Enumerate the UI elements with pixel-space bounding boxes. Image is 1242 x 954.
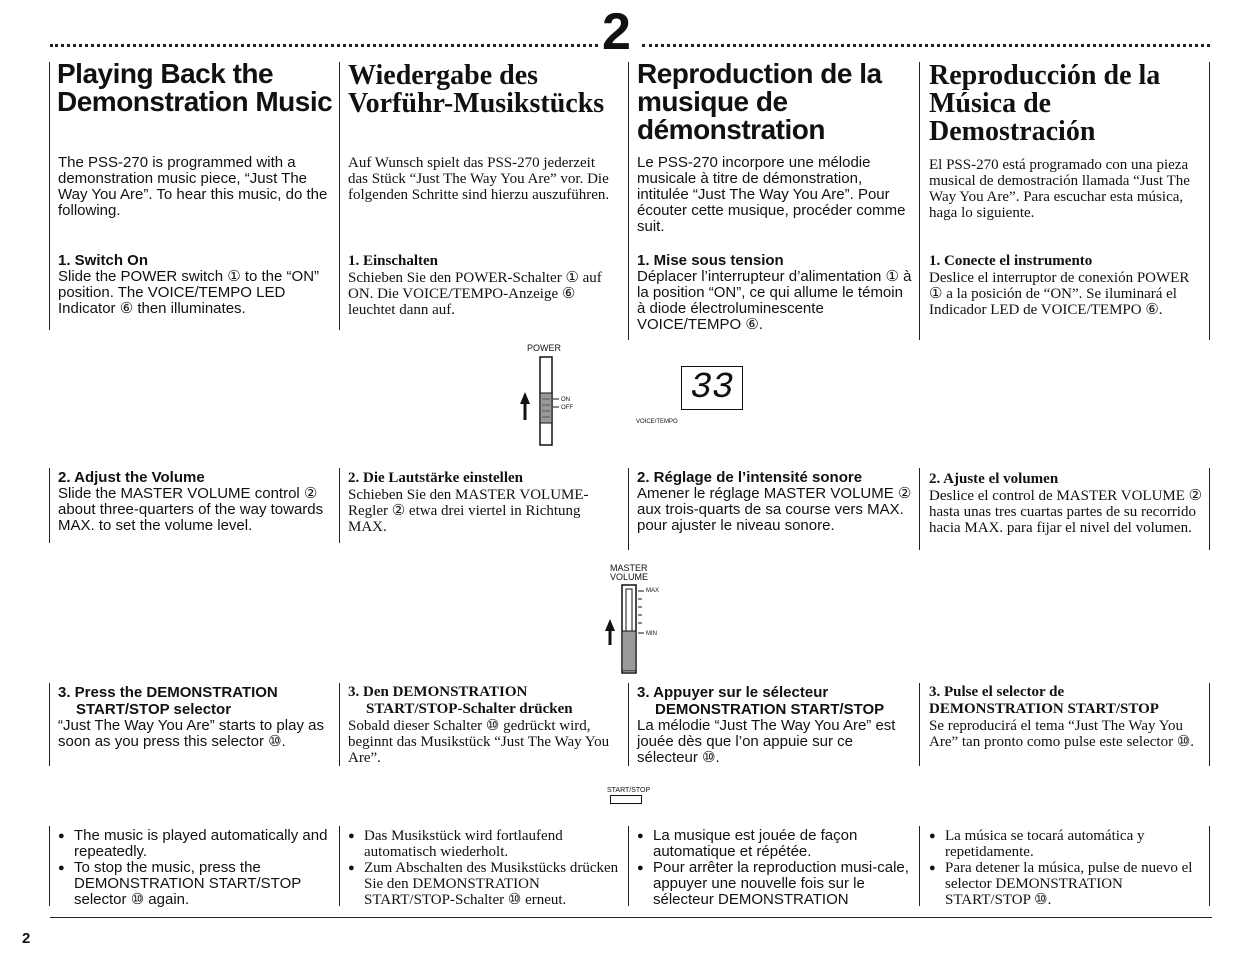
step3-title: 3. Den DEMONSTRATION [348, 684, 528, 700]
step3-title-cont: START/STOP selector [76, 701, 232, 718]
step1-text: Déplacer l’interrupteur d’alimentation ① à la position “ON”, ce qui allume le témoin à diode électroluminescente VOICE/TEMPO ⑥. [637, 268, 912, 333]
step2-title: 2. Ajuste el volumen [929, 471, 1059, 487]
column-rule [49, 468, 50, 543]
power-label: POWER [527, 343, 562, 353]
header-dotted-rule-left [50, 44, 598, 47]
step2-text: Deslice el control de MASTER VOLUME ② hasta unas tres cuartas partes de su recorrido hacia MAX. para fijar el nivel del volumen. [929, 488, 1203, 536]
step2-text: Slide the MASTER VOLUME control ② about three-quarters of the way towards MAX. to set the volume level. [58, 485, 324, 534]
column-rule [628, 683, 629, 766]
column-rule [339, 826, 340, 906]
step1-title: 1. Einschalten [348, 253, 439, 269]
step1-text: Schieben Sie den POWER-Schalter ① auf ON. Die VOICE/TEMPO-Anzeige ⑥ leuchtet dann auf. [348, 270, 602, 318]
step2-title: 2. Réglage de l’intensité sonore [637, 469, 863, 486]
column-rule [1209, 62, 1210, 340]
column-rule [628, 826, 629, 906]
note-item: ● Das Musikstück wird fortlaufend automatisch wiederholt. [348, 828, 620, 860]
page-section-numeral: 2 [602, 3, 631, 61]
header-dotted-rule-right [642, 44, 1210, 47]
footer-rule [50, 917, 1212, 918]
note-item: ● To stop the music, press the DEMONSTRATION START/STOP selector ⑩ again. [58, 860, 333, 908]
notes-english [58, 828, 333, 908]
notes-spanish [929, 828, 1201, 908]
step1-title: 1. Mise sous tension [637, 252, 784, 269]
step2-text: Schieben Sie den MASTER VOLUME-Regler ② etwa drei viertel in Richtung MAX. [348, 487, 589, 535]
start-stop-button-illustration [610, 795, 642, 804]
voice-tempo-label: VOICE/TEMPO [636, 419, 678, 425]
step1-title: 1. Conecte el instrumento [929, 253, 1093, 269]
step3-title-cont: START/STOP-Schalter drücken [366, 701, 573, 717]
column-rule [919, 826, 920, 906]
note-item: ● Pour arrêter la reproduction musi-cale, appuyer une nouvelle fois sur le sélecteur DEMONSTRATION [637, 860, 914, 908]
intro-german: Auf Wunsch spielt das PSS-270 jederzeit das Stück “Just The Way You Are” vor. Die folgenden Schritte sind hierzu auszuführen. [348, 155, 610, 203]
volume-label: VOLUME [610, 572, 649, 582]
led-display: 33 [681, 366, 743, 410]
note-item: ● Zum Abschalten des Musikstücks drücken Sie den DEMONSTRATION START/STOP-Schalter ⑩ erneut. [348, 860, 620, 908]
step2-title: 2. Adjust the Volume [58, 469, 205, 486]
step2-english [58, 469, 336, 534]
master-volume-illustration [602, 583, 672, 678]
column-rule [628, 468, 629, 550]
column-rule [49, 826, 50, 906]
column-rule [1209, 826, 1210, 906]
min-label: MIN [646, 631, 657, 637]
notes-french [637, 828, 914, 908]
column-rule [339, 683, 340, 766]
title-french: Reproduction de la musique de démonstration [637, 58, 882, 145]
step3-spanish [929, 684, 1204, 750]
column-rule [1209, 683, 1210, 766]
max-label: MAX [646, 588, 660, 594]
notes-german [348, 828, 620, 908]
step2-french [637, 469, 914, 534]
step1-german [348, 253, 616, 318]
step2-german [348, 470, 616, 535]
note-item: ● The music is played automatically and repeatedly. [58, 828, 333, 860]
start-stop-label: START/STOP [607, 787, 651, 794]
step3-title: 3. Press the DEMONSTRATION [58, 684, 278, 701]
title-spanish: Reproducción de la Música de Demostración [929, 60, 1161, 147]
step1-spanish [929, 253, 1201, 318]
intro-spanish: El PSS-270 está programado con una pieza musical de demostración llamada “Just The Way You Are”. Para escuchar esta música, haga lo siguiente. [929, 157, 1190, 221]
title-english: Playing Back the Demonstration Music [57, 58, 333, 117]
step3-title: 3. Appuyer sur le sélecteur [637, 684, 829, 701]
step2-spanish [929, 471, 1204, 536]
step2-text: Amener le réglage MASTER VOLUME ② aux trois-quarts de sa course vers MAX. pour ajuster le niveau sonore. [637, 485, 912, 534]
column-rule [919, 468, 920, 550]
page-number: 2 [22, 930, 31, 947]
column-rule [919, 683, 920, 766]
note-item: ● La música se tocará automática y repetidamente. [929, 828, 1201, 860]
column-rule [339, 62, 340, 330]
column-rule [49, 683, 50, 766]
step2-title: 2. Die Lautstärke einstellen [348, 470, 523, 486]
step3-french [637, 684, 914, 766]
on-label: ON [561, 397, 570, 403]
off-label: OFF [561, 405, 573, 411]
master-label: MASTER [610, 563, 648, 573]
step3-text: Sobald dieser Schalter ⑩ gedrückt wird, beginnt das Musikstück “Just The Way You Are”. [348, 718, 610, 766]
step3-title-cont: DEMONSTRATION START/STOP [655, 701, 885, 718]
column-rule [1209, 468, 1210, 550]
power-switch-illustration [515, 355, 585, 450]
column-rule [919, 62, 920, 340]
intro-french: Le PSS-270 incorpore une mélodie musicale à titre de démonstration, intitulée “Just The Way You Are”. Pour écouter cette musique, procéder comme suit. [637, 154, 906, 235]
step3-german [348, 684, 616, 766]
note-item: ● Para detener la música, pulse de nuevo el selector DEMONSTRATION START/STOP ⑩. [929, 860, 1201, 908]
step3-text: La mélodie “Just The Way You Are” est jouée dès que l’on appuie sur ce sélecteur ⑩. [637, 717, 896, 766]
note-item: ● La musique est jouée de façon automatique et répétée. [637, 828, 914, 860]
intro-english: The PSS-270 is programmed with a demonstration music piece, “Just The Way You Are”. To hear this music, do the following. [58, 154, 328, 219]
step1-title: 1. Switch On [58, 252, 149, 269]
step1-french [637, 252, 914, 333]
title-german: Wiedergabe des Vorführ-Musikstücks [348, 60, 605, 119]
step3-text: “Just The Way You Are” starts to play as soon as you press this selector ⑩. [58, 717, 324, 750]
column-rule [628, 62, 629, 340]
column-rule [339, 468, 340, 543]
column-rule [49, 62, 50, 330]
step3-title: 3. Pulse el selector de [929, 684, 1065, 700]
step1-text: Deslice el interruptor de conexión POWER ① a la posición de “ON”. Se iluminará el Indicador LED de VOICE/TEMPO ⑥. [929, 270, 1190, 318]
step1-text: Slide the POWER switch ① to the “ON” position. The VOICE/TEMPO LED Indicator ⑥ then illuminates. [58, 268, 320, 317]
step3-title-cont: DEMONSTRATION START/STOP [929, 701, 1159, 717]
step1-english [58, 252, 333, 317]
step3-text: Se reproducirá el tema “Just The Way You Are” tan pronto como pulse este selector ⑩. [929, 718, 1195, 750]
step3-english [58, 684, 336, 750]
